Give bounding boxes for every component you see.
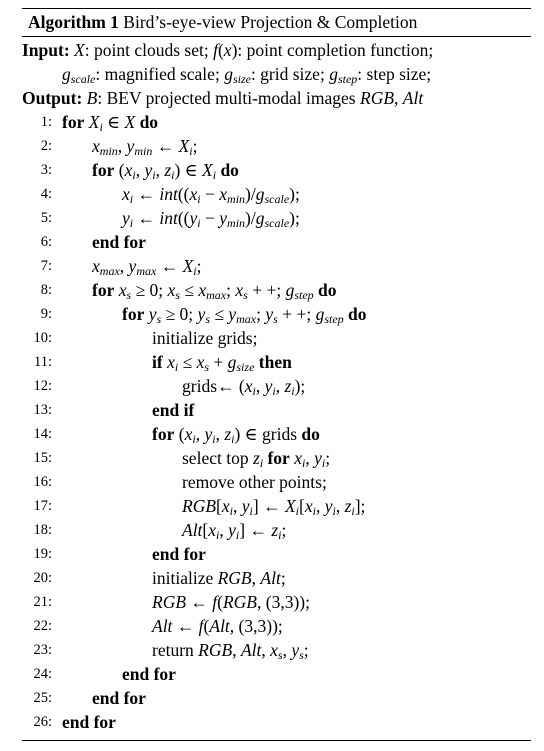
line-number: 17: [33,498,52,514]
line-code: $x_i$ ← $int((x_i - x_{min})/g_{scale})$; [122,184,300,206]
line-number: 22: [33,618,52,634]
line-number: 6: [40,234,52,250]
algorithm-line [22,470,531,494]
algorithm-line [22,326,531,350]
line-number: 4: [40,186,52,202]
line-number: 13: [33,402,52,418]
output-text: B: BEV projected multi-modal images RGB, Alt [86,88,424,108]
algorithm-line [22,134,531,158]
line-code: end for [92,688,146,708]
line-code: $y_i$ ← $int((y_i - y_{min})/g_{scale})$; [122,208,300,230]
line-number: 23: [33,642,52,658]
algorithm-line [22,230,531,254]
output-keyword: Output: [22,88,83,108]
line-number: 24: [33,666,52,682]
line-number: 15: [33,450,52,466]
line-code: $x_{max}$, $y_{max}$ ← $X_i$; [92,256,202,278]
line-code: initialize grids; [152,328,258,348]
line-code: $Alt[x_i$, $y_i$] ← $z_i$; [182,520,287,542]
line-number: 25: [33,690,52,706]
algorithm-line [22,206,531,230]
line-number: 16: [33,474,52,490]
line-code: end for [92,232,146,252]
algorithm-line [22,542,531,566]
algorithm-line [22,686,531,710]
algorithm-line [22,614,531,638]
algorithm-line [22,518,531,542]
input-row [22,38,531,62]
algorithm-line [22,638,531,662]
algorithm-line [22,590,531,614]
line-code: Alt ← f(Alt, (3,3)); [152,616,283,636]
line-code: for $X_i$ ∈ X do [62,112,159,134]
line-code: for ($x_i$, $y_i$, $z_i$) ∈ grids do [152,424,320,446]
line-number: 9: [40,306,52,322]
algorithm-label: Algorithm 1 [28,12,119,32]
algorithm-line [22,662,531,686]
line-number: 3: [40,162,52,178]
line-code: RGB ← f(RGB, (3,3)); [152,592,310,612]
line-code: $RGB[x_i$, $y_i$] ← $X_i[x_i$, $y_i$, $z_i$]; [182,496,366,518]
algorithm-line [22,278,531,302]
input-row-continued [22,62,531,86]
line-number: 11: [34,354,52,370]
line-code: for ($x_i$, $y_i$, $z_i$) ∈ $X_i$ do [92,160,239,182]
title-rule [22,36,531,37]
algorithm-line [22,710,531,734]
algorithm-line [22,302,531,326]
line-number: 19: [33,546,52,562]
line-code: grids← ($x_i$, $y_i$, $z_i$); [182,376,306,398]
line-code: end if [152,400,195,420]
line-number: 10: [33,330,52,346]
line-code: $x_{min}$, $y_{min}$ ← $X_i$; [92,136,198,158]
algorithm-line [22,566,531,590]
line-number: 2: [40,138,52,154]
line-code: select top $z_i$ for $x_i$, $y_i$; [182,448,331,470]
line-code: return RGB, Alt, $x_s$, $y_s$; [152,640,309,662]
algorithm-line [22,494,531,518]
line-number: 26: [33,714,52,730]
algorithm-title: Bird’s-eye-view Projection & Completion [123,12,418,32]
algorithm-line [22,374,531,398]
algorithm-line [22,182,531,206]
line-code: for $y_s \ge 0$; $y_s \le y_{max}$; $y_s$ + +; $g_{step}$ do [122,304,367,326]
input-line-1: X: point clouds set; f(x): point completion function; [74,40,434,60]
bottom-rule [22,740,531,741]
line-code: for $x_s \ge 0$; $x_s \le x_{max}$; $x_s$ + +; $g_{step}$ do [92,280,337,302]
line-number: 1: [40,114,52,130]
output-row [22,86,531,110]
line-code: end for [62,712,116,732]
algorithm-line [22,398,531,422]
line-code: if $x_i \le x_s + g_{size}$ then [152,352,292,374]
algorithm-box [22,8,531,741]
algorithm-line [22,422,531,446]
line-number: 7: [40,258,52,274]
line-number: 21: [33,594,52,610]
line-number: 8: [40,282,52,298]
line-code: end for [122,664,176,684]
line-number: 20: [33,570,52,586]
line-number: 5: [40,210,52,226]
line-code: remove other points; [182,472,327,492]
algorithm-line [22,254,531,278]
line-code: initialize RGB, Alt; [152,568,286,588]
line-number: 18: [33,522,52,538]
algorithm-title-row [22,9,531,36]
algorithm-line [22,446,531,470]
algorithm-lines [22,110,531,734]
algorithm-line [22,350,531,374]
line-number: 14: [33,426,52,442]
line-number: 12: [33,378,52,394]
algorithm-line [22,158,531,182]
input-line-2: $g_{scale}$: magnified scale; $g_{size}$: grid size; $g_{step}$: step size; [62,64,432,86]
input-keyword: Input: [22,40,70,60]
line-code: end for [152,544,206,564]
algorithm-line [22,110,531,134]
